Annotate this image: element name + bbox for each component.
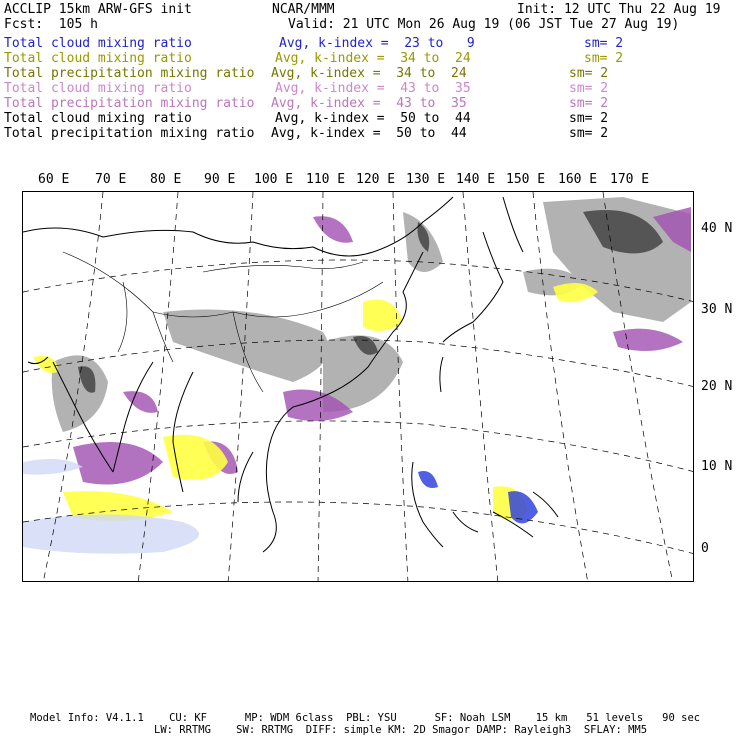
legend-sm: sm= 2 bbox=[569, 111, 609, 126]
lon-label: 140 E bbox=[456, 172, 496, 187]
header-valid: Valid: 21 UTC Mon 26 Aug 19 (06 JST Tue 27 Aug 19) bbox=[288, 17, 680, 32]
lat-label: 30 N bbox=[701, 302, 733, 317]
legend-avg: Avg, k-index = 50 to 44 bbox=[271, 126, 467, 141]
legend-avg: Avg, k-index = 43 to 35 bbox=[275, 81, 471, 96]
lon-label: 130 E bbox=[406, 172, 446, 187]
lon-label: 120 E bbox=[356, 172, 396, 187]
legend-field: Total cloud mixing ratio bbox=[4, 81, 192, 96]
lat-label: 20 N bbox=[701, 379, 733, 394]
shading-lowest bbox=[418, 471, 538, 523]
header-model: ACCLIP 15km ARW-GFS init bbox=[4, 2, 192, 17]
legend-avg: Avg, k-index = 34 to 24 bbox=[271, 66, 467, 81]
lon-label: 160 E bbox=[558, 172, 598, 187]
header-fcst: Fcst: 105 h bbox=[4, 17, 98, 32]
lon-label: 60 E bbox=[38, 172, 70, 187]
lon-label: 110 E bbox=[306, 172, 346, 187]
legend-sm: sm= 2 bbox=[584, 51, 624, 66]
header-init: Init: 12 UTC Thu 22 Aug 19 bbox=[517, 2, 721, 17]
legend-avg: Avg, k-index = 50 to 44 bbox=[275, 111, 471, 126]
lon-label: 90 E bbox=[204, 172, 236, 187]
lat-label: 40 N bbox=[701, 221, 733, 236]
lon-label: 70 E bbox=[95, 172, 127, 187]
footer-line1: Model Info: V4.1.1 CU: KF MP: WDM 6class PBL: YSU SF: Noah LSM 15 km 51 levels 90 sec bbox=[30, 712, 701, 724]
legend-field: Total precipitation mixing ratio bbox=[4, 96, 255, 111]
legend-avg: Avg, k-index = 34 to 24 bbox=[275, 51, 471, 66]
footer-line2: LW: RRTMG SW: RRTMG DIFF: simple KM: 2D Smagor DAMP: Rayleigh3 SFLAY: MM5 bbox=[154, 724, 648, 736]
lon-label: 170 E bbox=[610, 172, 650, 187]
lat-label: 0 bbox=[701, 541, 709, 556]
map-canvas bbox=[23, 192, 694, 582]
legend-sm: sm= 2 bbox=[569, 66, 609, 81]
legend-sm: sm= 2 bbox=[584, 36, 624, 51]
legend-sm: sm= 2 bbox=[569, 96, 609, 111]
lon-label: 80 E bbox=[150, 172, 182, 187]
legend-field: Total cloud mixing ratio bbox=[4, 36, 192, 51]
legend-field: Total precipitation mixing ratio bbox=[4, 126, 255, 141]
lon-label: 100 E bbox=[254, 172, 294, 187]
legend-avg: Avg, k-index = 23 to 9 bbox=[279, 36, 475, 51]
legend-sm: sm= 2 bbox=[569, 126, 609, 141]
lon-label: 150 E bbox=[506, 172, 546, 187]
map-panel bbox=[22, 191, 694, 582]
legend-sm: sm= 2 bbox=[569, 81, 609, 96]
legend-field: Total precipitation mixing ratio bbox=[4, 66, 255, 81]
header-org: NCAR/MMM bbox=[272, 2, 335, 17]
lat-label: 10 N bbox=[701, 459, 733, 474]
legend-field: Total cloud mixing ratio bbox=[4, 111, 192, 126]
legend-field: Total cloud mixing ratio bbox=[4, 51, 192, 66]
legend-avg: Avg, k-index = 43 to 35 bbox=[271, 96, 467, 111]
